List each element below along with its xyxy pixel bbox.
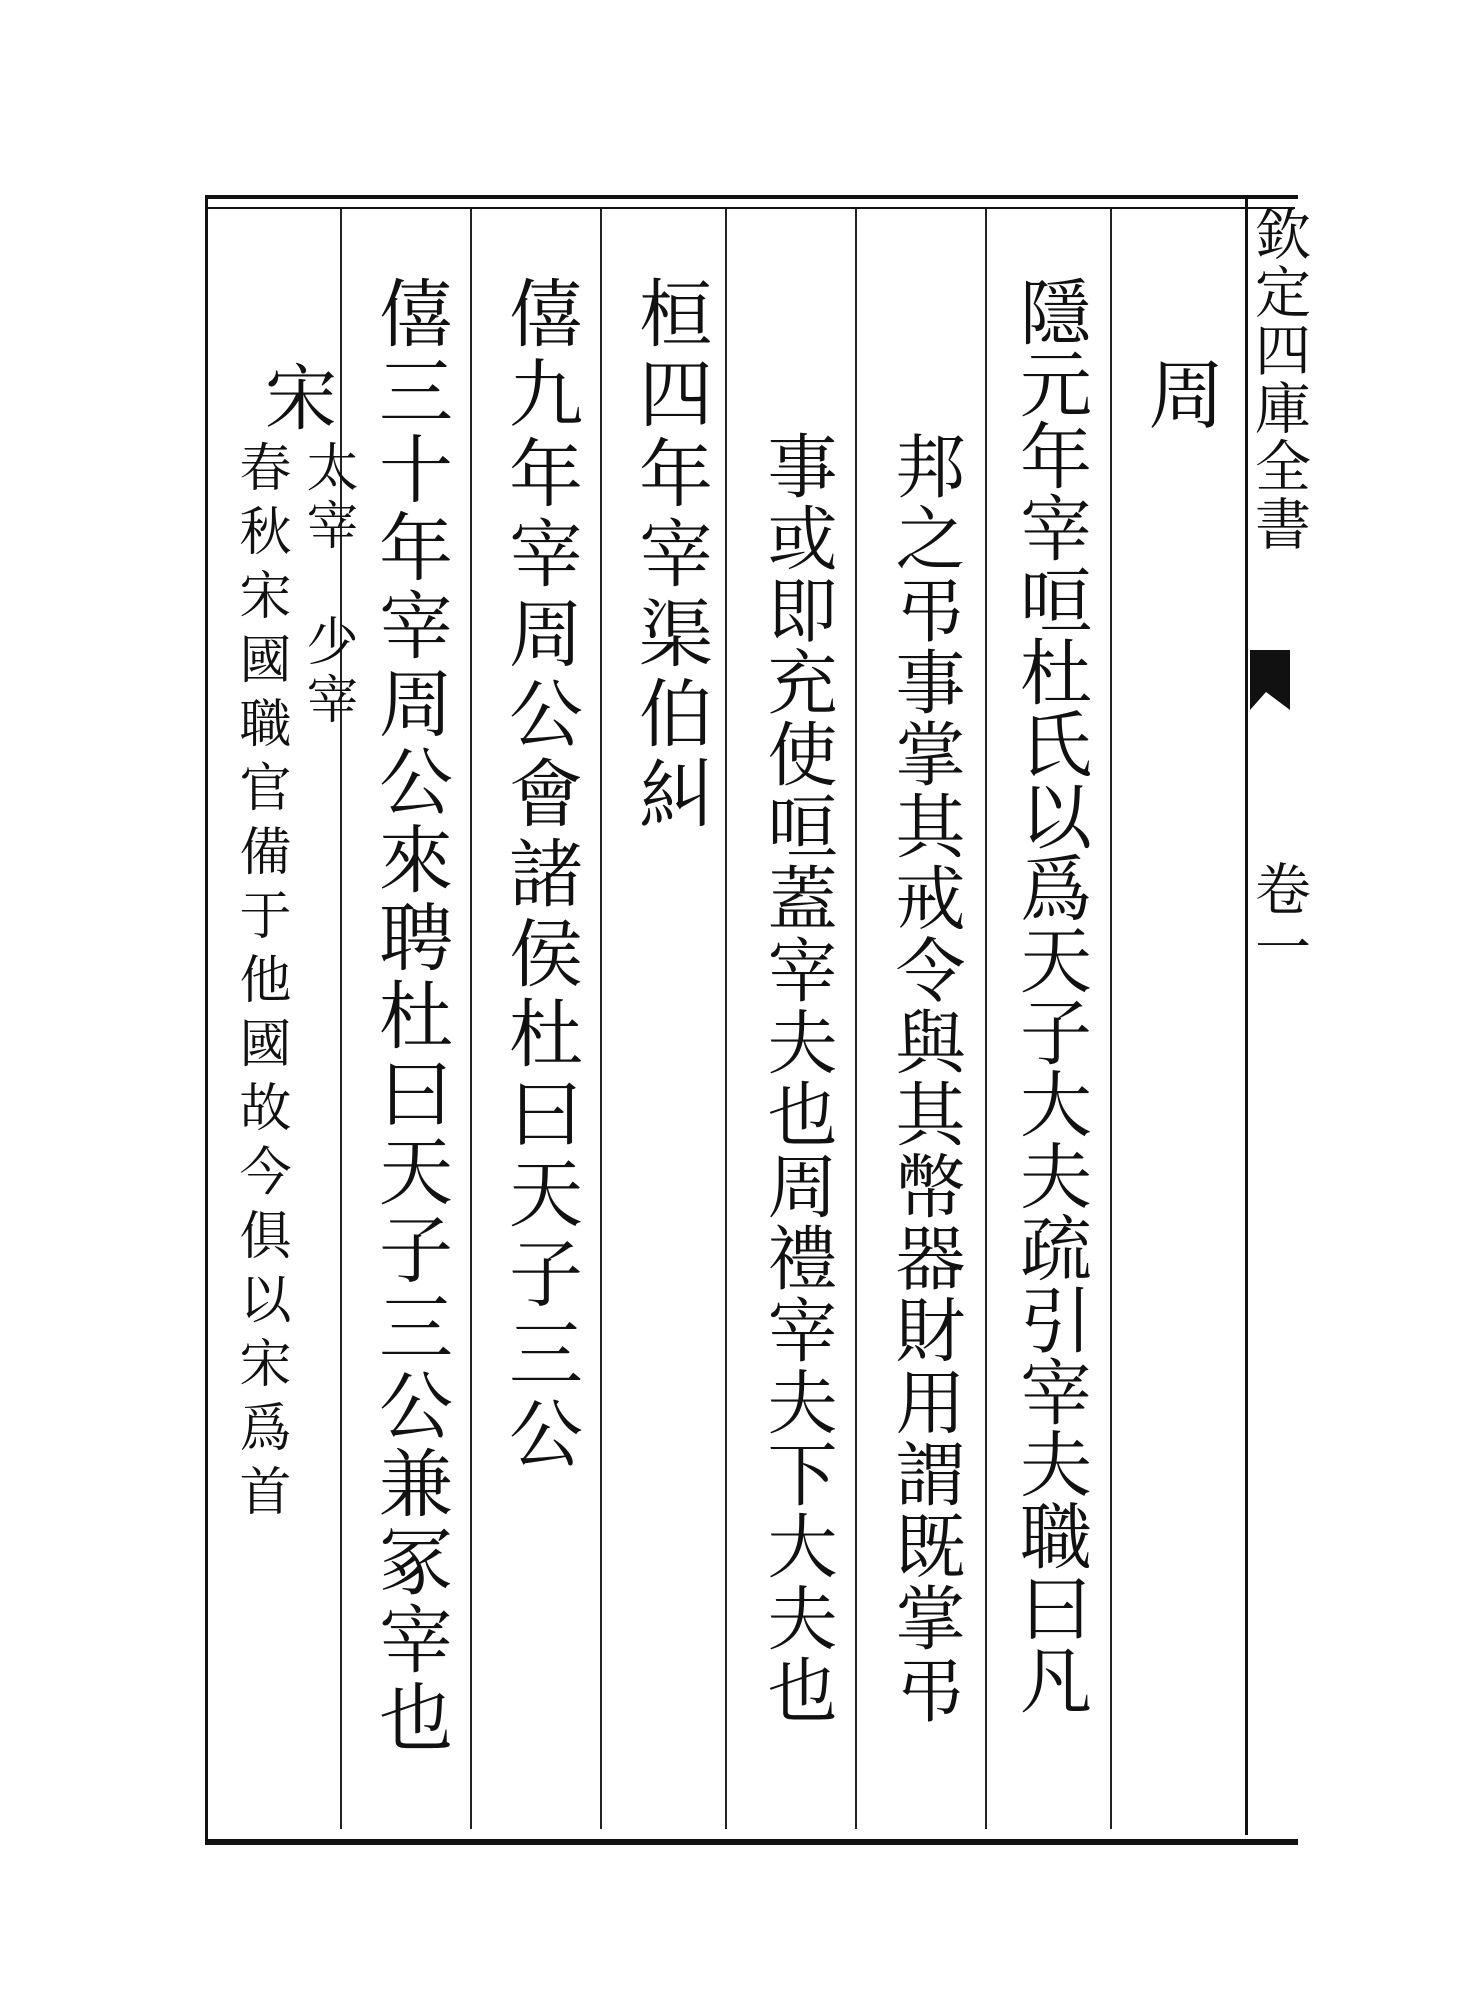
column-rule	[1110, 209, 1112, 1829]
text-column-5: 桓四年宰渠伯糾	[627, 275, 713, 835]
text-column-9: 春秋宋國職官備于他國故今俱以宋爲首	[230, 440, 290, 1528]
margin-volume: 卷一	[1246, 860, 1311, 976]
column-rule	[725, 209, 727, 1829]
text-column-2: 隱元年宰咺杜氏以爲天子大夫疏引宰夫職曰凡	[1008, 275, 1092, 1715]
column-rule	[600, 209, 602, 1829]
column-rule	[855, 209, 857, 1829]
column-rule	[470, 209, 472, 1829]
column-rule	[985, 209, 987, 1829]
frame-top-rule	[205, 207, 1295, 209]
text-column-3: 邦之弔事掌其戒令與其幣器財用謂既掌弔	[884, 430, 966, 1726]
text-column-7: 僖三十年宰周公來聘杜曰天子三公兼冢宰也	[367, 275, 453, 1757]
text-column-6: 僖九年宰周公會諸侯杜曰天子三公	[497, 275, 583, 1475]
annotation-column: 太宰 少宰	[297, 440, 357, 730]
text-column-8: 宋	[253, 360, 337, 436]
text-column-1: 周	[1136, 355, 1225, 435]
margin-title: 欽定四庫全書	[1246, 205, 1311, 553]
text-column-4: 事或即充使咺蓋宰夫也周禮宰夫下大夫也	[756, 430, 838, 1726]
